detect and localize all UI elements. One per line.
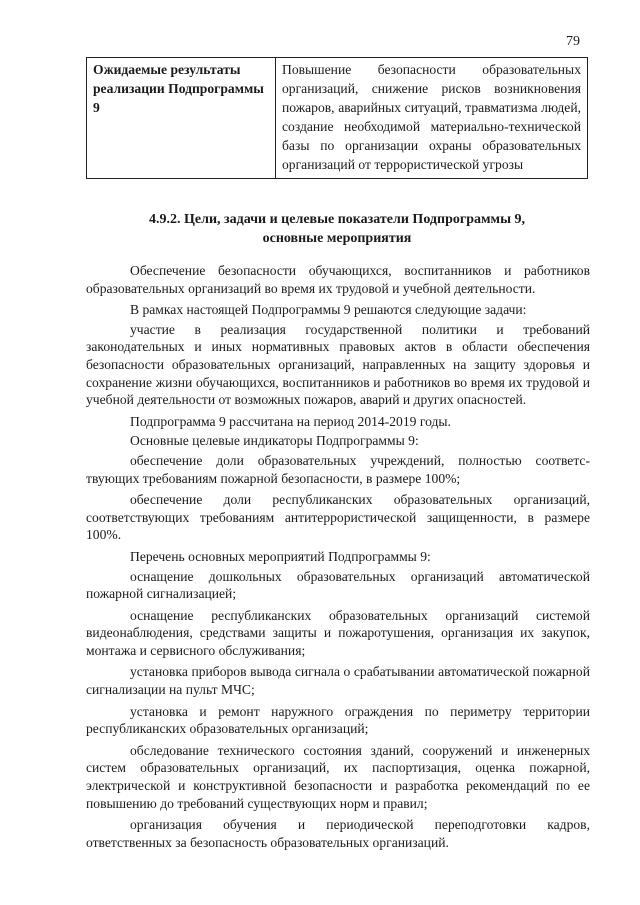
paragraph: Основные целевые индикаторы Подпрограммы 9: (130, 433, 419, 449)
paragraph: Перечень основных мероприятий Подпрограммы 9: (130, 548, 431, 564)
paragraph: В рамках настоящей Подпрограммы 9 решаются следующие задачи: (130, 302, 527, 318)
body-text (86, 262, 590, 855)
paragraph: обеспечение доли республиканских образовательных организаций, соответствующих требованиям антитеррористической защищенности, в размере 100%. (86, 492, 590, 543)
paragraph: установка и ремонт наружного ограждения по периметру территории республиканских образовательных организаций; (86, 703, 590, 737)
paragraph: участие в реализация государственной политики и требований законодательных и иных нормативных правовых актов в области обеспечения безопасности образовательных организаций, направленных на защиту здоровья и сохранение жизни обучающихся, воспитанников и работников во время их трудовой и учебной деятельности от возможных пожаров, аварий и других опасностей. (86, 321, 590, 408)
section-heading (86, 210, 588, 248)
section-heading-line-1: 4.9.2. Цели, задачи и целевые показатели Подпрограммы 9, (148, 212, 526, 227)
paragraph: установка приборов вывода сигнала о срабатывании автоматической пожарной сигнализации на пульт МЧС; (86, 664, 590, 698)
paragraph: оснащение республиканских образовательных организаций системой видеонаблюдения, средствами защиты и пожаротушения, организация их закупок, монтажа и сервисного обслуживания; (86, 607, 590, 658)
paragraph: организация обучения и периодической переподготовки кадров, ответственных за безопасность образовательных организаций. (86, 817, 590, 850)
section-heading-line-2: основные мероприятия (262, 231, 412, 246)
paragraph: оснащение дошкольных образовательных организаций автоматической пожарной сигнализацией; (86, 568, 590, 602)
paragraph: Обеспечение безопасности обучающихся, воспитанников и работников образовательных организаций во время их трудовой и учебной деятельности. (86, 263, 590, 296)
paragraph: обследование технического состояния зданий, сооружений и инженерных систем образовательных организаций, их паспортизация, оценка пожарной, электрической и конструктивной безопасности и разработка рекомендаций по ее повышению до требований существующих норм и правил; (86, 742, 590, 811)
table-value-cell: Повышение безопасности образовательных организаций, снижение рисков возникновения пожаров, аварийных ситуаций, травматизма людей, создание необходимой материально-технической базы по организации охраны образовательных организаций от террористической угрозы (276, 58, 588, 179)
expected-results-table (86, 57, 588, 179)
table-row (87, 58, 588, 179)
paragraph: Подпрограмма 9 рассчитана на период 2014-2019 годы. (130, 413, 451, 429)
table-label-cell: Ожидаемые результаты реализации Подпрограммы 9 (87, 58, 276, 179)
page-number: 79 (566, 34, 580, 49)
paragraph: обеспечение доли образовательных учреждений, полностью соответс-твующих требованиям пожарной безопасности, в размере 100%; (86, 452, 590, 486)
